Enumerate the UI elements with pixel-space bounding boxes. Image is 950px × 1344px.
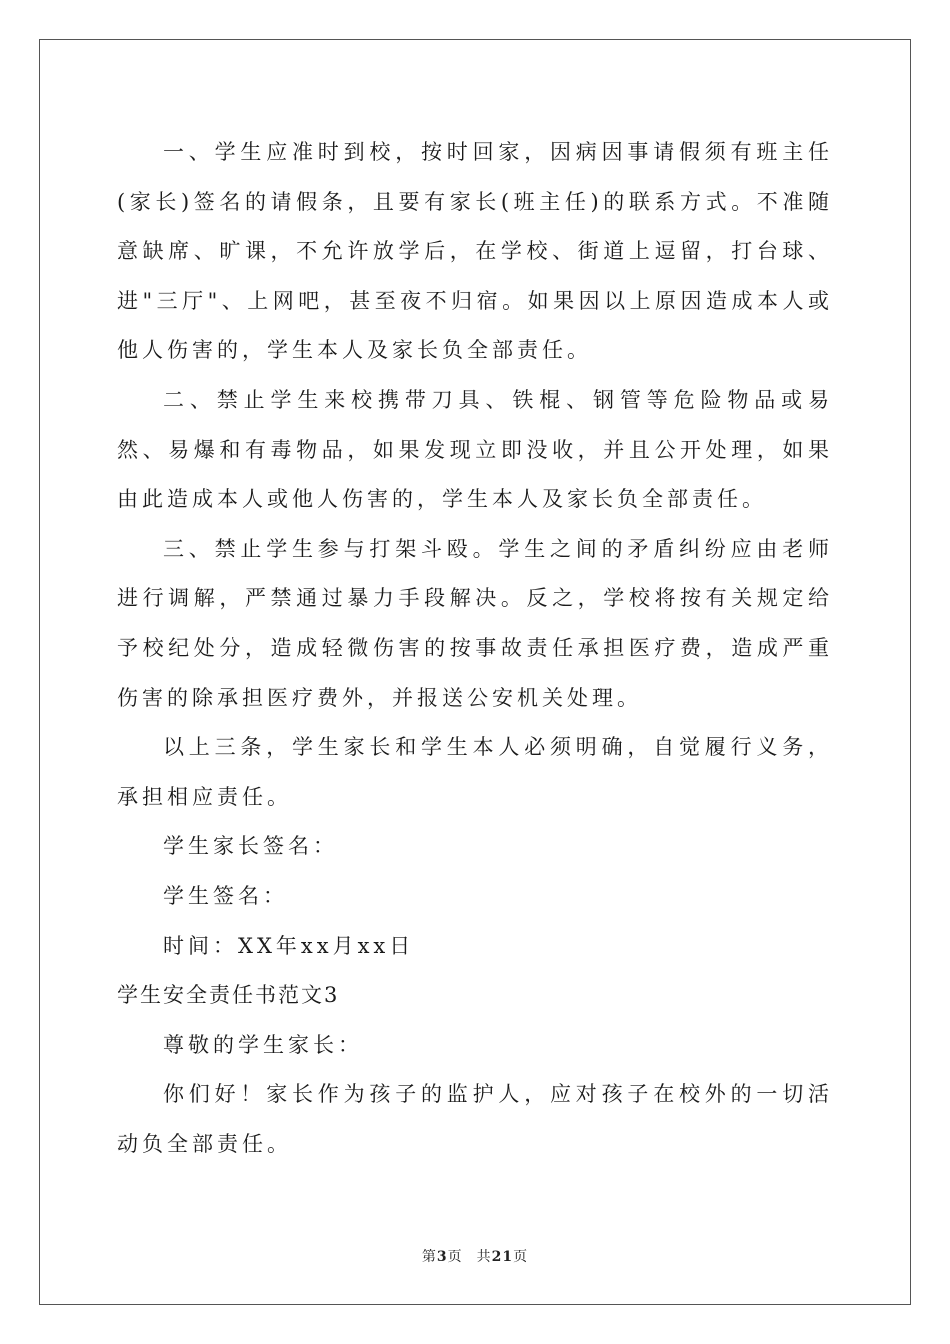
section-title: 学生安全责任书范文3: [117, 983, 340, 1008]
total-suffix: 页: [513, 1249, 529, 1265]
parent-signature-line: 学生家长签名：: [163, 834, 338, 859]
total-prefix: 共: [476, 1249, 492, 1265]
date-line: 时间：XX年xx月xx日: [163, 933, 415, 958]
page-total: 21: [491, 1249, 514, 1265]
paragraph-summary: 以上三条，学生家长和学生本人必须明确，自觉履行义务，承担相应责任。: [117, 735, 833, 809]
student-signature-line: 学生签名：: [163, 883, 288, 908]
page-prefix: 第: [421, 1249, 437, 1265]
page-suffix: 页: [447, 1249, 463, 1265]
page-current: 3: [436, 1249, 448, 1265]
paragraph-rule-2: 二、禁止学生来校携带刀具、铁棍、钢管等危险物品或易然、易爆和有毒物品，如果发现立即没收，并且公开处理，如果由此造成本人或他人伤害的，学生本人及家长负全部责任。: [117, 387, 833, 512]
paragraph-rule-3: 三、禁止学生参与打架斗殴。学生之间的矛盾纠纷应由老师进行调解，严禁通过暴力手段解决。反之，学校将按有关规定给予校纪处分，造成轻微伤害的按事故责任承担医疗费，造成严重伤害的除承担医疗费外，并报送公安机关处理。: [117, 536, 833, 710]
salutation: 尊敬的学生家长：: [163, 1032, 363, 1057]
paragraph-rule-1: 一、学生应准时到校，按时回家，因病因事请假须有班主任(家长)签名的请假条，且要有家长(班主任)的联系方式。不准随意缺席、旷课，不允许放学后，在学校、街道上逗留，打台球、进"三厅"、上网吧，甚至夜不归宿。如果因以上原因造成本人或他人伤害的，学生本人及家长负全部责任。: [117, 140, 833, 363]
document-body: [117, 128, 833, 1169]
page-footer: [0, 1246, 950, 1266]
closing-paragraph: 你们好！家长作为孩子的监护人，应对孩子在校外的一切活动负全部责任。: [117, 1082, 833, 1156]
